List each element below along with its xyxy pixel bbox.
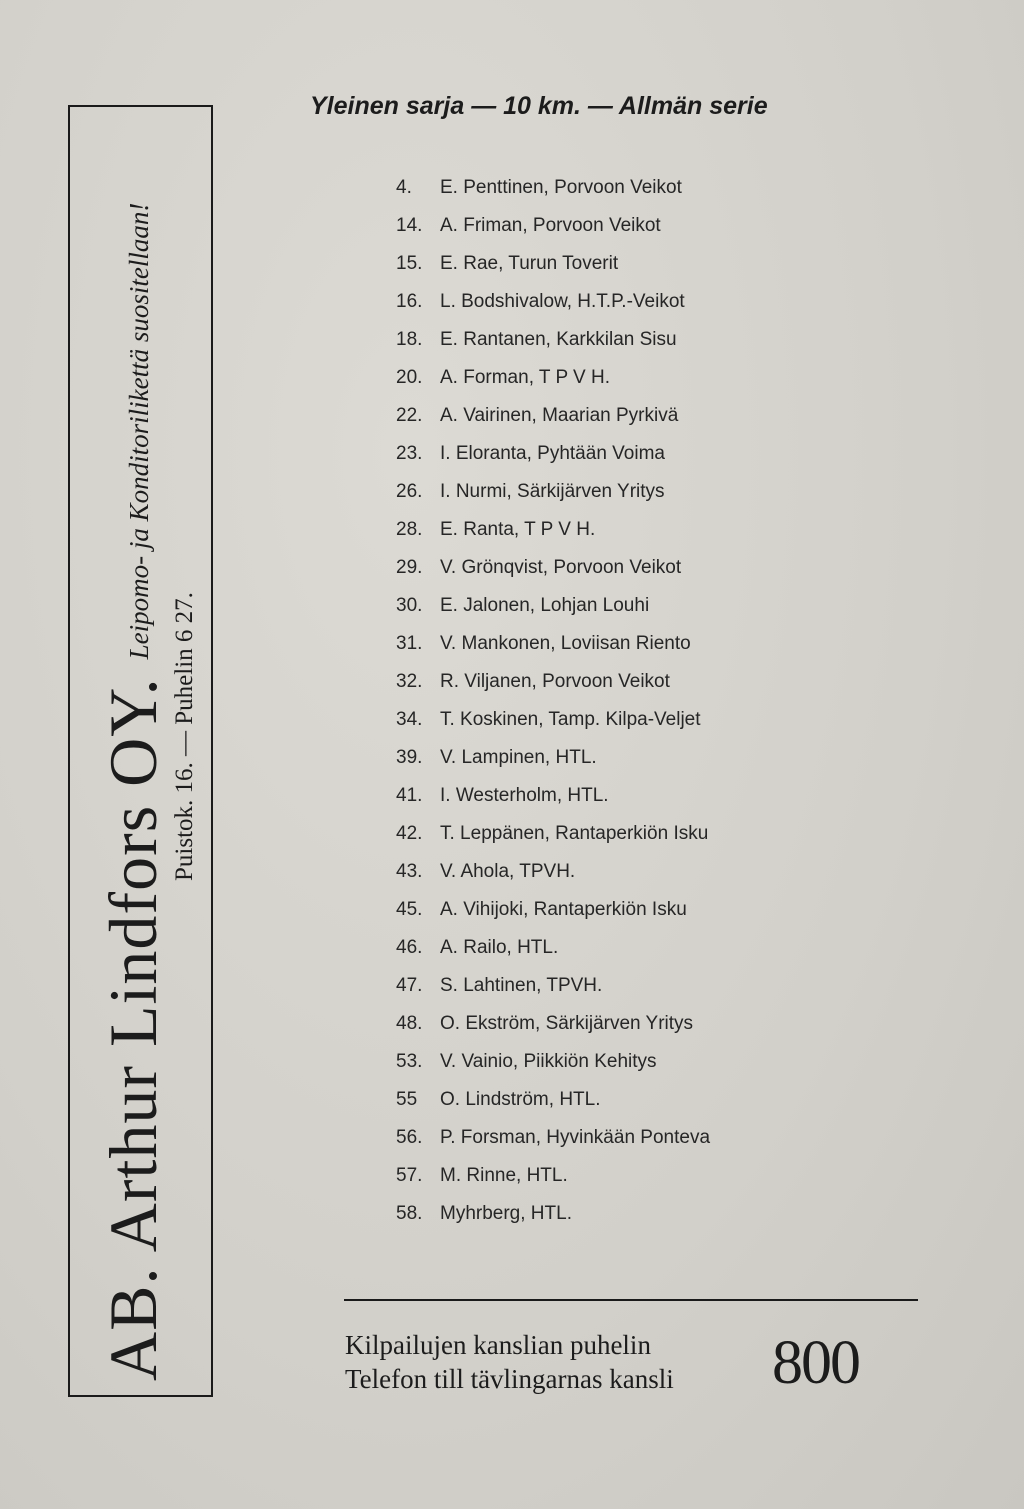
- result-name: A. Railo, HTL.: [440, 937, 559, 958]
- result-number: 4.: [396, 177, 412, 198]
- result-name: R. Viljanen, Porvoon Veikot: [440, 671, 670, 692]
- result-name: E. Rantanen, Karkkilan Sisu: [440, 329, 677, 350]
- series-title: Yleinen sarja — 10 km. — Allmän serie: [310, 92, 768, 120]
- result-name: E. Jalonen, Lohjan Louhi: [440, 595, 650, 616]
- result-row: [392, 1122, 710, 1160]
- result-number: 56.: [396, 1127, 423, 1148]
- result-name: O. Ekström, Särkijärven Yritys: [440, 1013, 694, 1034]
- result-number: 34.: [396, 709, 423, 730]
- result-number: 57.: [396, 1165, 423, 1186]
- phone-label: [345, 1328, 674, 1396]
- result-name: M. Rinne, HTL.: [440, 1165, 568, 1186]
- phone-number: 800: [772, 1329, 859, 1397]
- result-row: [392, 932, 710, 970]
- result-number: 15.: [396, 253, 423, 274]
- result-number: 55: [396, 1089, 418, 1110]
- advertisement-address: Puistok. 16. — Puhelin 6 27.: [170, 592, 198, 881]
- result-number: 58.: [396, 1203, 423, 1224]
- result-name: E. Penttinen, Porvoon Veikot: [440, 177, 682, 198]
- result-number: 42.: [396, 823, 423, 844]
- result-number: 31.: [396, 633, 423, 654]
- result-row: [392, 362, 710, 400]
- result-name: T. Leppänen, Rantaperkiön Isku: [440, 823, 709, 844]
- result-name: A. Forman, T P V H.: [440, 367, 611, 388]
- result-row: [392, 704, 710, 742]
- advertisement-company: AB. Arthur Lindfors OY.: [94, 677, 171, 1381]
- result-number: 48.: [396, 1013, 423, 1034]
- result-row: [392, 324, 710, 362]
- advertisement-rotated-text: [71, 121, 211, 1381]
- result-number: 45.: [396, 899, 423, 920]
- result-number: 20.: [396, 367, 423, 388]
- result-name: T. Koskinen, Tamp. Kilpa-Veljet: [440, 709, 701, 730]
- result-row: [392, 1008, 710, 1046]
- result-name: E. Rae, Turun Toverit: [440, 253, 619, 274]
- result-row: [392, 780, 710, 818]
- result-number: 14.: [396, 215, 423, 236]
- result-row: [392, 894, 710, 932]
- result-name: I. Eloranta, Pyhtään Voima: [440, 443, 665, 464]
- result-number: 28.: [396, 519, 423, 540]
- result-number: 39.: [396, 747, 423, 768]
- result-name: A. Vairinen, Maarian Pyrkivä: [440, 405, 679, 426]
- advertisement-tagline: Leipomo- ja Konditorilikettä suositellaan!: [123, 202, 154, 660]
- result-number: 18.: [396, 329, 423, 350]
- phone-label-fi: Kilpailujen kanslian puhelin: [345, 1330, 651, 1360]
- result-row: [392, 1198, 710, 1236]
- result-number: 46.: [396, 937, 423, 958]
- phone-label-sv: Telefon till tävlingarnas kansli: [345, 1364, 674, 1394]
- result-name: O. Lindström, HTL.: [440, 1089, 601, 1110]
- result-name: A. Friman, Porvoon Veikot: [440, 215, 661, 236]
- result-number: 22.: [396, 405, 423, 426]
- result-name: I. Nurmi, Särkijärven Yritys: [440, 481, 665, 502]
- results-list: [392, 172, 710, 1236]
- result-row: [392, 1084, 710, 1122]
- result-row: [392, 172, 710, 210]
- result-name: I. Westerholm, HTL.: [440, 785, 609, 806]
- result-number: 41.: [396, 785, 423, 806]
- result-row: [392, 666, 710, 704]
- result-name: Myhrberg, HTL.: [440, 1203, 572, 1224]
- result-name: E. Ranta, T P V H.: [440, 519, 596, 540]
- result-number: 30.: [396, 595, 423, 616]
- result-number: 16.: [396, 291, 423, 312]
- result-number: 43.: [396, 861, 423, 882]
- result-row: [392, 628, 710, 666]
- result-name: L. Bodshivalow, H.T.P.-Veikot: [440, 291, 685, 312]
- result-row: [392, 1160, 710, 1198]
- advertisement-box: [68, 105, 213, 1397]
- result-row: [392, 818, 710, 856]
- result-number: 47.: [396, 975, 423, 996]
- result-number: 53.: [396, 1051, 423, 1072]
- result-row: [392, 438, 710, 476]
- result-number: 26.: [396, 481, 423, 502]
- result-row: [392, 514, 710, 552]
- result-row: [392, 552, 710, 590]
- result-row: [392, 1046, 710, 1084]
- divider: [344, 1299, 918, 1301]
- result-row: [392, 210, 710, 248]
- result-row: [392, 476, 710, 514]
- result-number: 29.: [396, 557, 423, 578]
- result-row: [392, 400, 710, 438]
- result-row: [392, 248, 710, 286]
- result-name: S. Lahtinen, TPVH.: [440, 975, 603, 996]
- advertisement-line1: [71, 121, 171, 1381]
- result-row: [392, 286, 710, 324]
- result-number: 32.: [396, 671, 423, 692]
- result-name: V. Lampinen, HTL.: [440, 747, 597, 768]
- result-name: P. Forsman, Hyvinkään Ponteva: [440, 1127, 711, 1148]
- result-number: 23.: [396, 443, 423, 464]
- result-name: V. Vainio, Piikkiön Kehitys: [440, 1051, 657, 1072]
- result-row: [392, 742, 710, 780]
- result-row: [392, 590, 710, 628]
- result-name: V. Mankonen, Loviisan Riento: [440, 633, 691, 654]
- result-name: V. Grönqvist, Porvoon Veikot: [440, 557, 682, 578]
- result-row: [392, 970, 710, 1008]
- result-name: A. Vihijoki, Rantaperkiön Isku: [440, 899, 687, 920]
- result-row: [392, 856, 710, 894]
- result-name: V. Ahola, TPVH.: [440, 861, 576, 882]
